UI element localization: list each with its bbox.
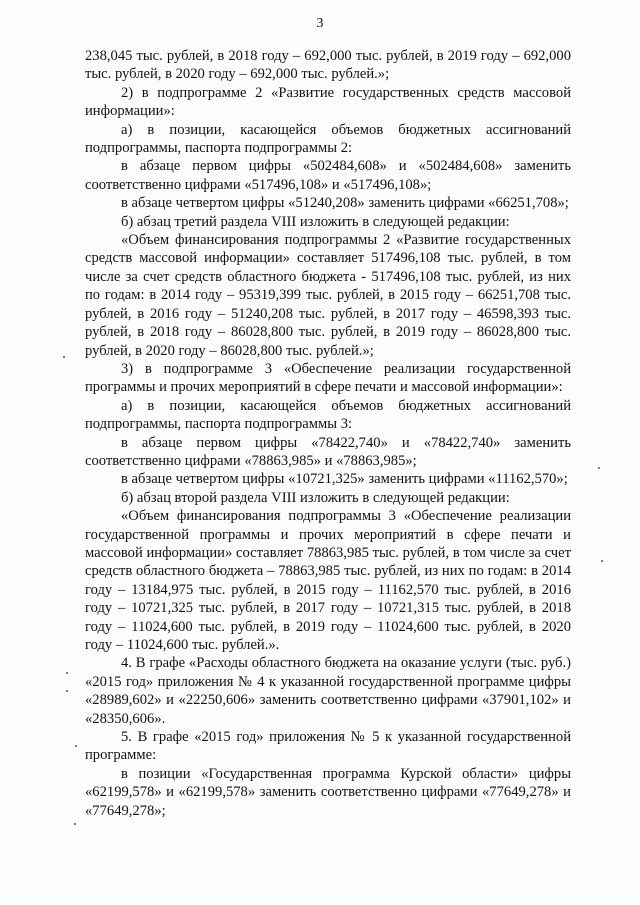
document-body [85, 47, 571, 820]
paragraph-quote-subprogram-2: «Объем финансирования подпрограммы 2 «Развитие государственных средств массовой информации» составляет 517496,108 тыс. рублей, в том числе за счет средств областного бюджета - 517496,108 тыс. рублей, из них по годам: в 2014 году – 95319,399 тыс. рублей, в 2015 году – 66251,708 тыс. рублей, в 2016 году – 51240,208 тыс. рублей, в 2017 году – 46598,393 тыс. рублей, в 2018 году – 86028,800 тыс. рублей, в 2019 году – 86028,800 тыс. рублей, в 2020 году – 86028,800 тыс. рублей.»; [85, 232, 571, 359]
paragraph-item-3a-fourth: в абзаце четвертом цифры «10721,325» заменить цифрами «11162,570»; [121, 471, 568, 488]
paragraph-item-2: 2) в подпрограмме 2 «Развитие государственных средств массовой информации»: [85, 84, 571, 120]
paragraph-continuation: 238,045 тыс. рублей, в 2018 году – 692,000 тыс. рублей, в 2019 году – 692,000 тыс. рублей, в 2020 году – 692,000 тыс. рублей.»; [85, 48, 571, 83]
paragraph-item-3b: б) абзац второй раздела VIII изложить в следующей редакции: [121, 489, 510, 506]
paragraph-item-2a-fourth: в абзаце четвертом цифры «51240,208» заменить цифрами «66251,708»; [121, 195, 569, 212]
scan-speck [601, 560, 603, 562]
scan-speck [63, 356, 65, 358]
paragraph-item-3a: а) в позиции, касающейся объемов бюджетных ассигнований подпрограммы, паспорта подпрограммы 3: [85, 397, 571, 433]
paragraph-quote-subprogram-3: «Объем финансирования подпрограммы 3 «Обеспечение реализации государственной программы и прочих мероприятий в сфере печати и массовой информации» составляет 78863,985 тыс. рублей, в том числе за счет средств областного бюджета – 78863,985 тыс. рублей, из них по годам: в 2014 году – 13184,975 тыс. рублей, в 2015 году – 11162,570 тыс. рублей, в 2016 году – 10721,325 тыс. рублей, в 2017 году – 10721,315 тыс. рублей, в 2018 году – 11024,600 тыс. рублей, в 2019 году – 11024,600 тыс. рублей, в 2020 году – 11024,600 тыс. рублей.». [85, 508, 571, 653]
paragraph-item-5: 5. В графе «2015 год» приложения № 5 к указанной государственной программе: [85, 729, 571, 764]
page-number: 3 [316, 16, 324, 31]
paragraph-item-3: 3) в подпрограмме 3 «Обеспечение реализации государственной программы и прочих мероприятий в сфере печати и массовой информации»: [85, 360, 571, 396]
scan-speck [598, 467, 600, 469]
paragraph-item-4: 4. В графе «Расходы областного бюджета на оказание услуги (тыс. руб.) «2015 год» приложения № 4 к указанной государственной программе цифры «28989,602» и «22250,606» заменить соответственно цифрами «37901,102» и «28350,606». [85, 655, 571, 727]
paragraph-item-3a-first: в абзаце первом цифры «78422,740» и «78422,740» заменить соответственно цифрами «78863,985» и «78863,985»; [85, 434, 571, 469]
paragraph-item-5-position: в позиции «Государственная программа Курской области» цифры «62199,578» и «62199,578» заменить соответственно цифрами «77649,278» и «77649,278»; [85, 765, 571, 819]
paragraph-item-2a-first: в абзаце первом цифры «502484,608» и «502484,608» заменить соответственно цифрами «517496,108» и «517496,108»; [85, 158, 571, 193]
paragraph-item-2a: а) в позиции, касающейся объемов бюджетных ассигнований подпрограммы, паспорта подпрограммы 2: [85, 121, 571, 157]
scan-speck [74, 823, 76, 825]
scan-speck [66, 672, 68, 674]
scan-speck [66, 690, 68, 692]
paragraph-item-2b: б) абзац третий раздела VIII изложить в следующей редакции: [121, 213, 510, 230]
scan-speck [75, 745, 77, 747]
